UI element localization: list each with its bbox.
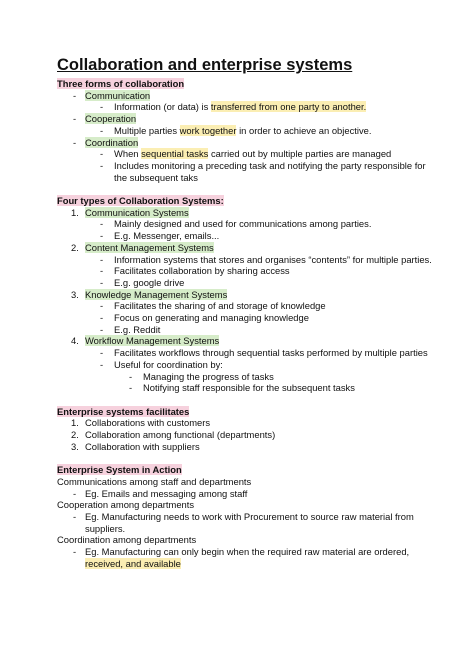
page-title: Collaboration and enterprise systems — [57, 56, 353, 74]
paragraph-line: Coordination among departments — [57, 534, 197, 546]
numbered-item: 3. Knowledge Management Systems — [71, 288, 228, 300]
sub-bullet-item: - Facilitates the sharing of and storage of knowledge — [100, 300, 326, 312]
sub-bullet-item: - E.g. Reddit — [100, 323, 161, 335]
sub-bullet-item: - Facilitates workflows through sequential tasks performed by multiple parties — [100, 347, 428, 359]
bullet-item: - Cooperation — [73, 113, 137, 125]
numbered-item: 1. Collaborations with customers — [71, 417, 211, 429]
sub-bullet-item: - E.g. Messenger, emails... — [100, 230, 220, 242]
numbered-item: 3. Collaboration with suppliers — [71, 440, 200, 452]
sub-bullet-item: - Information (or data) is transferred from one party to another. — [100, 101, 367, 113]
bullet-item: - Coordination — [73, 136, 139, 148]
section-heading: Three forms of collaboration — [57, 78, 185, 89]
sub-bullet-item: - E.g. google drive — [100, 276, 185, 288]
sub-bullet-item: - Focus on generating and managing knowledge — [100, 312, 309, 324]
sub-bullet-item: - Mainly designed and used for communications among parties. — [100, 218, 372, 230]
sub-bullet-continuation: the subsequent taks — [114, 171, 198, 183]
sub-bullet-item: - Facilitates collaboration by sharing access — [100, 265, 290, 277]
bullet-item: - Eg. Manufacturing can only begin when the required raw material are ordered, — [73, 546, 410, 558]
bullet-continuation: received, and available — [85, 557, 181, 569]
numbered-item: 2. Collaboration among functional (departments) — [71, 429, 276, 441]
section-heading: Enterprise System in Action — [57, 464, 182, 476]
sub-sub-bullet-item: - Managing the progress of tasks — [129, 370, 274, 382]
sub-bullet-item: - Useful for coordination by: — [100, 358, 223, 370]
sub-bullet-item: - Multiple parties work together in order to achieve an objective. — [100, 124, 372, 136]
section-heading: Enterprise systems facilitates — [57, 405, 190, 417]
numbered-item: 2. Content Management Systems — [71, 241, 214, 253]
sub-bullet-item: - When sequential tasks carried out by multiple parties are managed — [100, 148, 392, 160]
paragraph-line: Cooperation among departments — [57, 499, 195, 511]
paragraph-line: Communications among staff and departments — [57, 475, 252, 487]
section-heading: Four types of Collaboration Systems: — [57, 195, 224, 207]
sub-bullet-item: - Information systems that stores and organises “contents” for multiple parties. — [100, 253, 432, 265]
document-page — [57, 55, 452, 569]
bullet-item: - Eg. Emails and messaging among staff — [73, 487, 248, 499]
sub-sub-bullet-item: - Notifying staff responsible for the subsequent tasks — [129, 382, 355, 394]
sub-bullet-item: - Includes monitoring a preceding task and notifying the party responsible for — [100, 159, 426, 171]
bullet-continuation: suppliers. — [85, 522, 126, 534]
bullet-item: - Eg. Manufacturing needs to work with Procurement to source raw material from — [73, 510, 414, 522]
bullet-item: - Communication — [73, 89, 151, 101]
numbered-item: 1. Communication Systems — [71, 206, 189, 218]
numbered-item: 4. Workflow Management Systems — [71, 335, 220, 347]
